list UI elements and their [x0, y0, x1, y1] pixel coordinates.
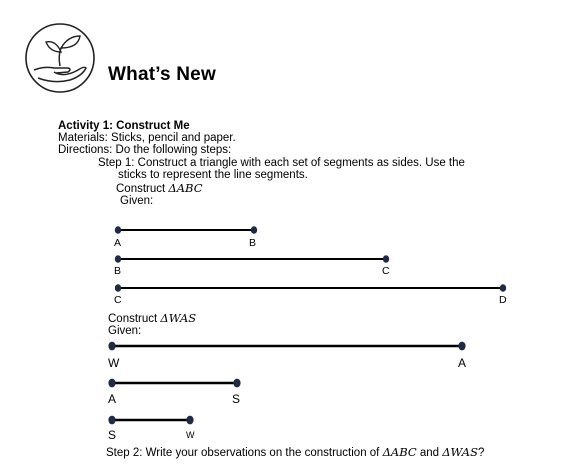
given-label-2: Given:: [108, 325, 142, 337]
triangle-was: ΔWAS: [160, 311, 197, 325]
activity-heading: Activity 1: Construct Me: [58, 120, 190, 132]
directions-text: Directions: Do the following steps:: [58, 144, 232, 156]
given-label-1: Given:: [120, 195, 154, 207]
point-label-b: B: [114, 265, 122, 277]
point-label-w: W: [108, 356, 120, 370]
construct-label-text: Construct: [108, 313, 161, 325]
point-label-d: D: [499, 294, 507, 306]
materials-text: Materials: Sticks, pencil and paper.: [58, 132, 236, 144]
segment-as: [108, 379, 240, 388]
step2-prefix: Step 2: Write your observations on the construction of: [106, 447, 383, 459]
page-title: What’s New: [108, 64, 216, 85]
point-label-a: A: [114, 237, 122, 249]
segment-cd: [115, 284, 506, 292]
step1-line1: Step 1: Construct a triangle with each set of segments as sides. Use the: [98, 157, 465, 169]
step2-triangle-was: ΔWAS: [442, 445, 478, 459]
step1-line2: sticks to represent the line segments.: [118, 169, 308, 181]
point-label-s: S: [232, 392, 241, 406]
segment-ab: [115, 226, 257, 234]
segment-wa: [108, 342, 465, 351]
step2-triangle-abc: ΔABC: [382, 445, 417, 459]
step2-and: and: [416, 447, 443, 459]
point-label-b: B: [249, 237, 257, 249]
triangle-abc: ΔABC: [168, 181, 203, 195]
point-label-c: C: [114, 294, 122, 306]
point-label-a: A: [458, 356, 467, 370]
point-label-a: A: [108, 392, 117, 406]
step2-suffix: ?: [477, 447, 485, 459]
point-label-c: C: [382, 265, 390, 277]
construct-label-text: Construct: [116, 183, 169, 195]
point-label-s: S: [108, 428, 117, 442]
segment-sw: [108, 416, 193, 425]
segment-bc: [115, 255, 389, 263]
step2-text: [106, 446, 484, 460]
point-label-w: W: [186, 430, 195, 440]
